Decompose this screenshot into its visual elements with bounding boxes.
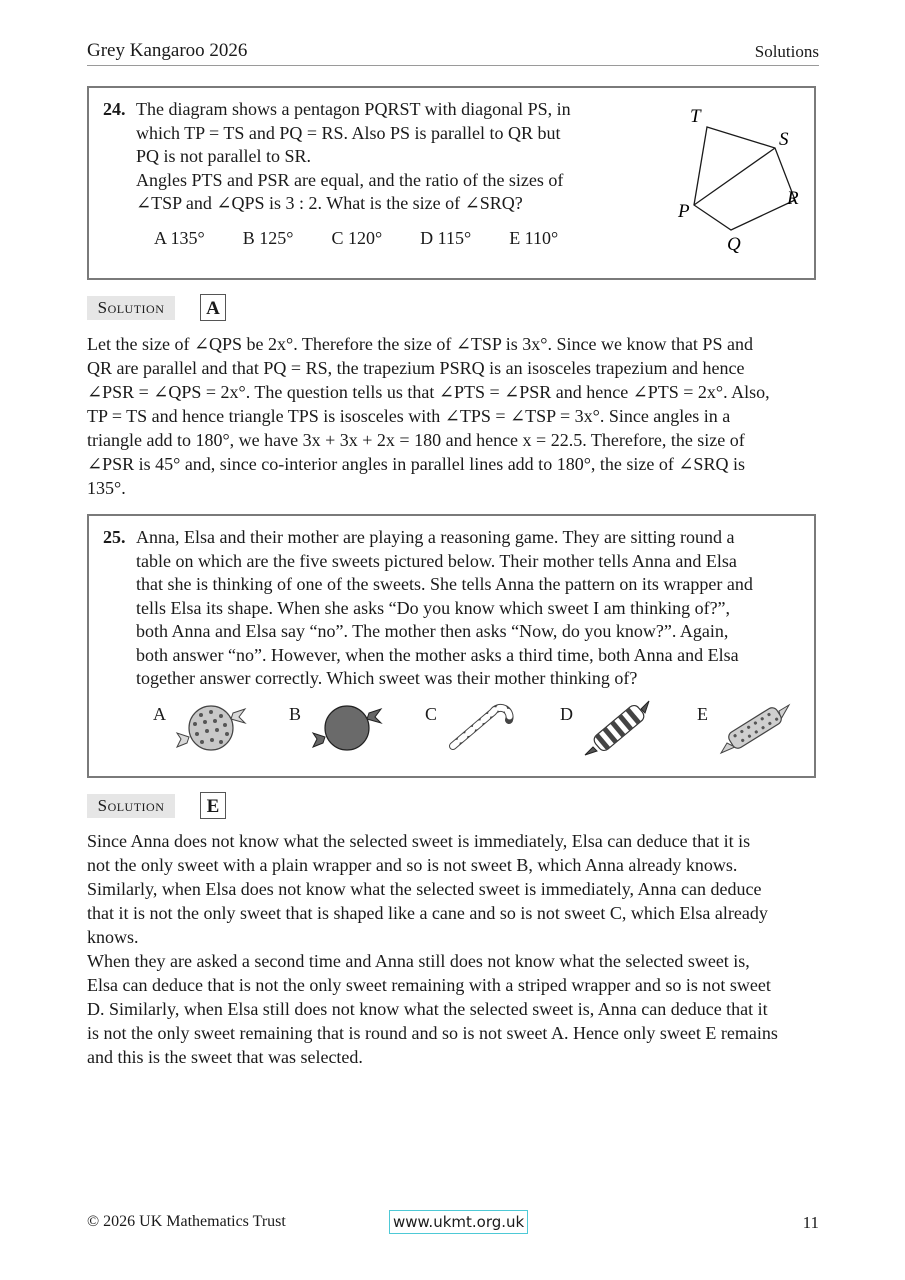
solution-line: D. Similarly, when Elsa still does not know what the selected sweet is, Anna can deduce that it xyxy=(87,999,768,1019)
solution-line: Similarly, when Elsa does not know what the selected sweet is immediately, Anna can deduce xyxy=(87,879,762,899)
choice-b: B 125° xyxy=(242,228,294,248)
choice-e: E 110° xyxy=(509,228,559,248)
solution-line: Elsa can deduce that is not the only sweet remaining with a striped wrapper and so is not sweet xyxy=(87,975,771,995)
sweet-label-e: E xyxy=(697,704,708,724)
footer-copyright: © 2026 UK Mathematics Trust xyxy=(87,1213,286,1230)
page-number: 11 xyxy=(802,1213,819,1232)
question-line: Anna, Elsa and their mother are playing a reasoning game. They are sitting round a xyxy=(136,527,735,547)
solution-line: ∠PSR is 45° and, since co-interior angles in parallel lines add to 180°, the size of ∠SRQ is xyxy=(87,454,745,474)
question-line: that she is thinking of one of the sweets. She tells Anna the pattern on its wrapper and xyxy=(136,574,753,594)
solution-line: When they are asked a second time and Anna still does not know what the selected sweet is, xyxy=(87,951,750,971)
solution-label: Solution xyxy=(87,296,175,320)
solution-line: 135°. xyxy=(87,478,126,498)
sweet-label-b: B xyxy=(289,704,302,724)
answer-choices xyxy=(154,228,596,249)
sweet-label-c: C xyxy=(425,704,438,724)
solution-line: ∠PSR = ∠QPS = 2x°. The question tells us that ∠PTS = ∠PSR and hence ∠PTS = 2x°. Also, xyxy=(87,382,770,402)
question-line: which TP = TS and PQ = RS. Also PS is parallel to QR but xyxy=(136,122,561,143)
solution-line: that it is not the only sweet that is shaped like a cane and so is not sweet C, which Elsa already xyxy=(87,903,768,923)
header-divider xyxy=(87,65,819,66)
sweet-b-round-plain-icon xyxy=(311,699,383,757)
vertex-label-t: T xyxy=(690,106,701,127)
choice-a: A 135° xyxy=(154,228,205,248)
question-number: 24. xyxy=(103,99,126,119)
choice-c: C 120° xyxy=(331,228,383,248)
solution-line: Let the size of ∠QPS be 2x°. Therefore the size of ∠TSP is 3x°. Since we know that PS and xyxy=(87,334,753,354)
solution-label: Solution xyxy=(87,794,175,818)
question-line: The diagram shows a pentagon PQRST with diagonal PS, in xyxy=(136,99,571,119)
question-25-box xyxy=(87,514,816,778)
solution-24-text xyxy=(87,332,819,500)
question-24-text xyxy=(136,98,646,216)
solution-line: not the only sweet with a plain wrapper and so is not sweet B, which Anna already knows. xyxy=(87,855,738,875)
question-line: ∠TSP and ∠QPS is 3 : 2. What is the size of ∠SRQ? xyxy=(136,193,523,213)
footer-website-link[interactable]: www.ukmt.org.uk xyxy=(389,1210,528,1234)
solution-line: Since Anna does not know what the selected sweet is immediately, Elsa can deduce that it is xyxy=(87,831,751,851)
question-line: together answer correctly. Which sweet was their mother thinking of? xyxy=(136,668,638,688)
vertex-label-r: R xyxy=(787,188,799,209)
page-header-section: Solutions xyxy=(754,42,819,61)
sweet-a-round-spotted-icon xyxy=(175,699,247,757)
question-line: PQ is not parallel to SR. xyxy=(136,146,311,166)
solution-line: QR are parallel and that PQ = RS, the trapezium PSRQ is an isosceles trapezium and hence xyxy=(87,358,745,378)
solution-line: and this is the sweet that was selected. xyxy=(87,1047,363,1067)
pentagon-diagram xyxy=(669,96,809,266)
sweet-e-spotted-wrapper-icon xyxy=(719,699,791,757)
sweet-label-d: D xyxy=(560,704,573,724)
question-line: table on which are the five sweets pictured below. Their mother tells Anna and Elsa xyxy=(136,550,737,571)
solution-answer-badge: A xyxy=(200,294,226,321)
page-header-title: Grey Kangaroo 2026 xyxy=(87,40,248,61)
question-25-text xyxy=(136,526,808,691)
vertex-label-s: S xyxy=(779,129,789,150)
sweet-label-a: A xyxy=(153,704,166,724)
sweet-d-striped-wrapper-icon xyxy=(583,699,655,757)
choice-d: D 115° xyxy=(420,228,472,248)
solution-line: TP = TS and hence triangle TPS is isosceles with ∠TPS = ∠TSP = 3x°. Since angles in a xyxy=(87,406,731,426)
vertex-label-p: P xyxy=(678,201,690,222)
question-24-box xyxy=(87,86,816,280)
solution-answer-badge: E xyxy=(200,792,226,819)
question-line: Angles PTS and PSR are equal, and the ratio of the sizes of xyxy=(136,169,564,190)
question-line: tells Elsa its shape. When she asks “Do you know which sweet I am thinking of?”, xyxy=(136,597,731,618)
solution-25-text xyxy=(87,829,819,1069)
solution-line: triangle add to 180°, we have 3x + 3x + 2x = 180 and hence x = 22.5. Therefore, the size of xyxy=(87,430,745,450)
question-line: both Anna and Elsa say “no”. The mother then asks “Now, do you know?”. Again, xyxy=(136,621,729,641)
sweet-c-cane-striped-icon xyxy=(445,702,517,752)
vertex-label-q: Q xyxy=(727,234,741,255)
solution-line: knows. xyxy=(87,927,139,947)
question-line: both answer “no”. However, when the mother asks a third time, both Anna and Elsa xyxy=(136,644,739,665)
solution-line: is not the only sweet remaining that is round and so is not sweet A. Hence only sweet E remains xyxy=(87,1023,778,1043)
question-number: 25. xyxy=(103,527,126,547)
